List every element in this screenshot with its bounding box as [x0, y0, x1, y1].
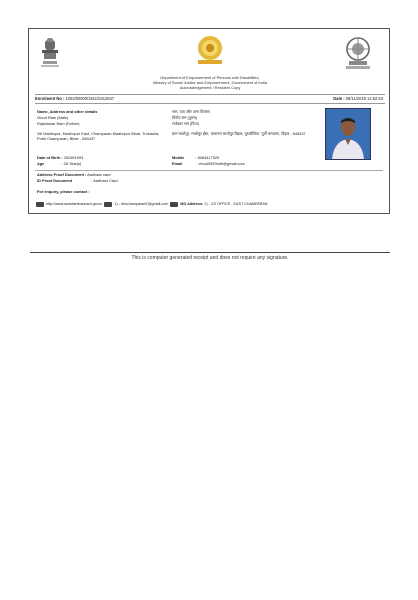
- header-line-1: Department of Empowerment of Persons with Disabilities,: [160, 75, 260, 80]
- father-name: Rajeshwar Ram (Father): [37, 121, 80, 126]
- father-name-hi: राजेश्वर राम (पिता): [172, 121, 200, 126]
- contact-row: [35, 200, 383, 208]
- email-icon: [170, 202, 178, 207]
- date-label: Date :: [333, 96, 345, 101]
- mobile-value: : 8084417529: [195, 155, 220, 160]
- address-en: Vill Madhopur, Madhopur East, Champaran Madhopur Bihar, Turkaulia, Purbi Champaran, Bihar - 845437: [37, 131, 160, 142]
- header-line-3: Acknowledgement / Resident Copy: [179, 85, 241, 90]
- footer-divider: [30, 252, 390, 253]
- date-value: 08/11/2019 14:52:53: [345, 96, 383, 101]
- receipt-date: [333, 95, 383, 103]
- state-emblem-icon: [343, 37, 373, 71]
- mobile-label: Mobile: [172, 155, 185, 160]
- address-proof: [37, 172, 111, 177]
- email: [172, 161, 245, 166]
- mo-address-label: MO Address:: [180, 202, 204, 206]
- mobile: [172, 155, 219, 160]
- id-proof-value: : Aadhaar Card: [91, 178, 118, 183]
- header-line-2: Ministry of Social Justice and Empowerment, Government of India: [153, 80, 267, 85]
- dob-label: Date of Birth :: [37, 155, 63, 160]
- resident-photo: [325, 108, 371, 160]
- enquiry-email[interactable]: 1) - dhschamparanE@gmail.com: [114, 202, 169, 206]
- department-logo-icon: [192, 35, 228, 65]
- enrolment-value: 1002/00000/1911/0412947: [65, 96, 115, 101]
- details-heading: Name, Address and other details: [37, 109, 98, 114]
- enrolment-number: [35, 95, 114, 103]
- person-name-hi: विनोद राम (पुरुष): [172, 115, 197, 120]
- phone-icon: [104, 202, 112, 207]
- divider: [35, 170, 383, 171]
- issuing-authority: [89, 75, 331, 90]
- dob: [37, 155, 83, 160]
- details-heading-hi: नाम, पता और अन्य विवरण: [172, 109, 211, 114]
- mo-address-value: 1) - CS OFFICE , EAST CHAMPARAN: [204, 202, 268, 206]
- emblem-icon: [39, 37, 61, 69]
- person-name: Vinod Ram (Male): [37, 115, 69, 120]
- web-icon: [36, 202, 44, 207]
- age: [37, 161, 81, 166]
- enrolment-date-row: [35, 94, 385, 104]
- footer-note: This is computer generated receipt and does not require any signature.: [131, 255, 289, 261]
- email-value: : vinod0993mth@gmail.com: [196, 161, 245, 166]
- id-proof: [37, 178, 118, 183]
- address-proof-value: Aadhaar card: [87, 172, 111, 177]
- acknowledgement-receipt: [28, 28, 390, 214]
- age-value: : 26 Year(s): [61, 161, 82, 166]
- address-proof-label: Address Proof Document :: [37, 172, 87, 177]
- id-proof-label: ID Proof Document: [37, 178, 73, 183]
- website-link[interactable]: http://www.swavlambancard.gov.in: [46, 202, 103, 206]
- enquiry-heading: For enquiry, please contact :: [37, 189, 90, 194]
- email-label: Email: [172, 161, 183, 166]
- dob-value: 25/08/1993: [63, 155, 84, 160]
- age-label: Age: [37, 161, 45, 166]
- enrolment-label: Enrolment No :: [35, 96, 65, 101]
- address-hi: ग्राम माधोपुर, माधोपुर ईस्ट, चम्पारण माधोपुर बिहार, तुरकौलिया, पूर्वी चम्पारण, बिहार - 845437: [172, 131, 306, 136]
